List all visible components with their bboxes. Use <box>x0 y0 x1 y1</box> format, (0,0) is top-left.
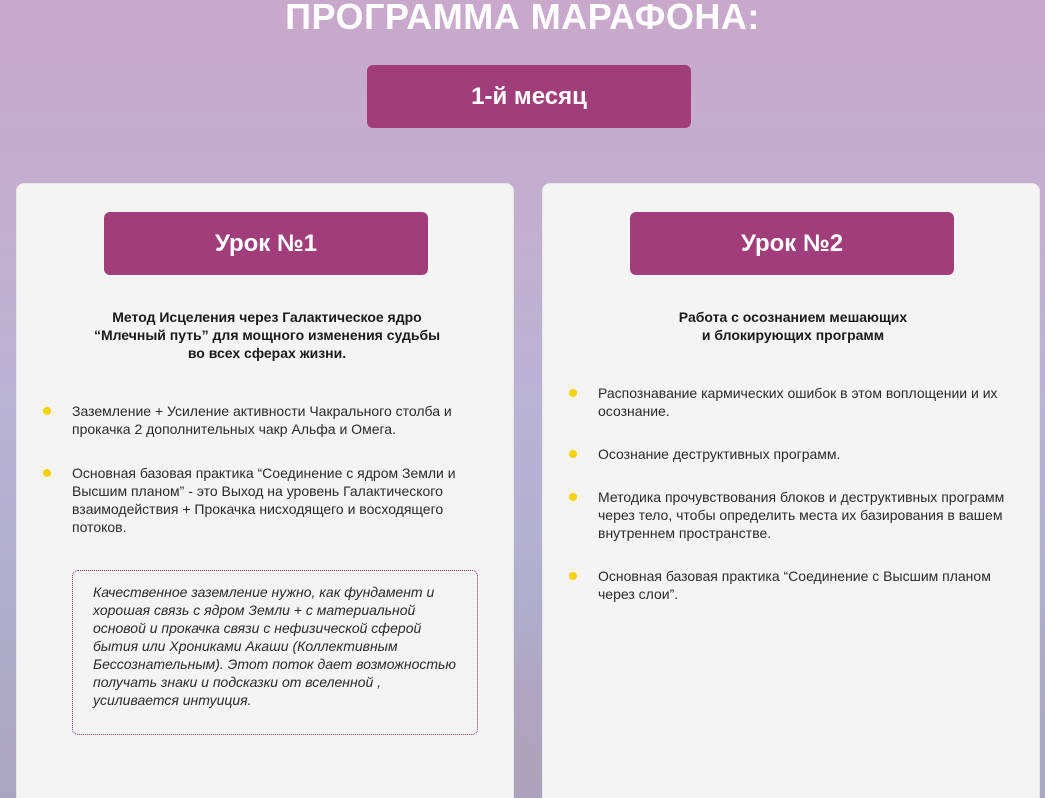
bullet-dot-icon <box>43 469 51 477</box>
list-item-text: Методика прочувствования блоков и деструктивных программ через тело, чтобы определить места их базирования в вашем внутреннем пространстве. <box>598 489 1005 541</box>
lesson-1-note: Качественное заземление нужно, как фундамент и хорошая связь с ядром Земли + с материальной основой и прокачка связи с нефизической сферой бытия или Хрониками Акаши (Коллективным Бессознательным). Этот поток дает возможностью получать знаки и подсказки от вселенной , усиливается интуиция. <box>72 570 478 735</box>
bullet-dot-icon <box>569 493 577 501</box>
list-item-text: Заземление + Усиление активности Чакрального столба и прокачка 2 дополнительных чакр Альфа и Омега. <box>72 403 452 437</box>
lesson-2-subtitle-line: Работа с осознанием мешающих <box>678 309 908 325</box>
lesson-2-bullet-list <box>569 384 1009 628</box>
month-button[interactable]: 1-й месяц <box>367 65 691 128</box>
bullet-dot-icon <box>569 572 577 580</box>
list-item <box>569 445 1009 463</box>
lesson-card-2 <box>542 183 1040 798</box>
list-item-text: Основная базовая практика “Соединение с Высшим планом через слои”. <box>598 568 991 602</box>
lesson-1-subtitle-line: “Млечный путь” для мощного изменения судьбы <box>93 327 441 343</box>
lesson-2-subtitle <box>583 308 1003 344</box>
lesson-card-1 <box>16 183 514 798</box>
lesson-2-subtitle-line: и блокирующих программ <box>701 327 885 343</box>
bullet-dot-icon <box>569 389 577 397</box>
list-item <box>43 402 483 438</box>
lesson-1-subtitle <box>57 308 477 362</box>
list-item <box>569 567 1009 603</box>
bullet-dot-icon <box>43 407 51 415</box>
list-item <box>569 384 1009 420</box>
list-item <box>43 464 483 536</box>
page-title: ПРОГРАММА МАРАФОНА: <box>285 0 760 37</box>
bullet-dot-icon <box>569 450 577 458</box>
lesson-2-button[interactable]: Урок №2 <box>630 212 954 275</box>
list-item-text: Осознание деструктивных программ. <box>598 446 841 462</box>
lesson-1-subtitle-line: Метод Исцеления через Галактическое ядро <box>112 309 422 325</box>
list-item-text: Распознавание кармических ошибок в этом воплощении и их осознание. <box>598 385 998 419</box>
list-item-text: Основная базовая практика “Соединение с ядром Земли и Высшим планом” - это Выход на уровень Галактического взаимодействия + Прокачка нисходящего и восходящего потоков. <box>72 465 456 535</box>
lesson-1-subtitle-line: во всех сферах жизни. <box>187 345 347 361</box>
lesson-1-button[interactable]: Урок №1 <box>104 212 428 275</box>
list-item <box>569 488 1009 542</box>
lesson-1-bullet-list <box>43 402 483 562</box>
